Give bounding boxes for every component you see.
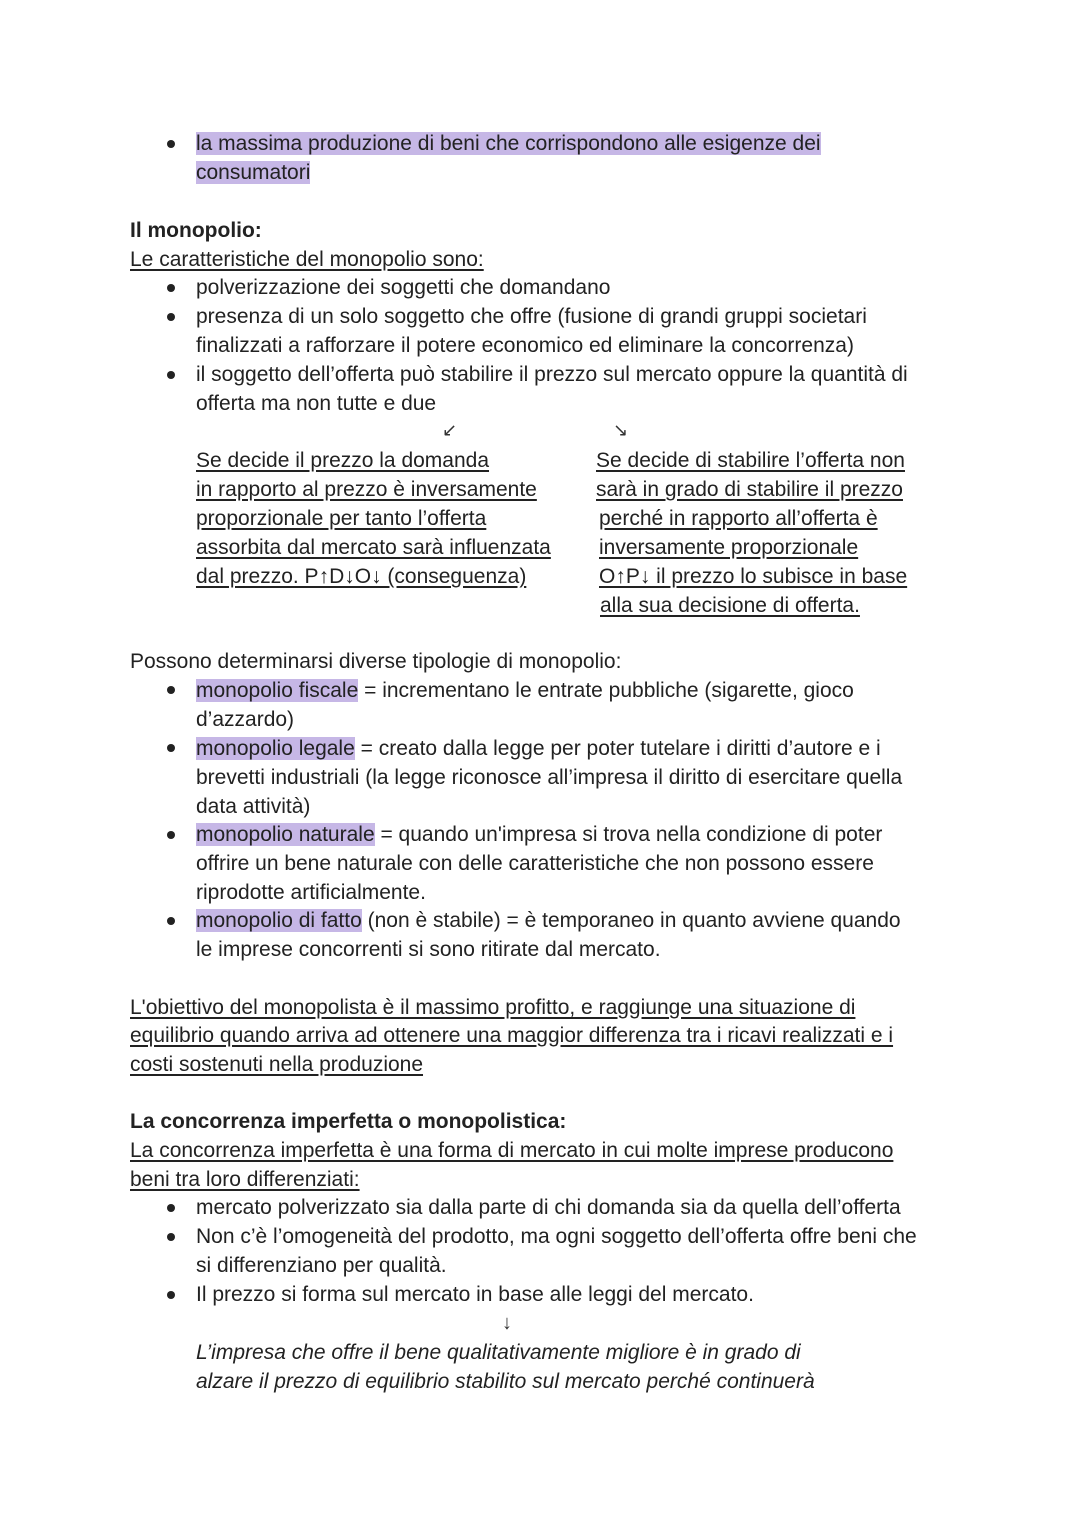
conclusion-line: alzare il prezzo di equilibrio stabilito sul mercato perché continuerà xyxy=(196,1370,815,1393)
paragraph-intro: Possono determinarsi diverse tipologie di monopolio: xyxy=(130,650,622,673)
list-item-continuation: d’azzardo) xyxy=(196,708,295,731)
right-column-line: alla sua decisione di offerta. xyxy=(600,594,860,617)
highlighted-text: la massima produzione di beni che corrispondono alle esigenze dei xyxy=(196,132,821,155)
definition-line: La concorrenza imperfetta è una forma di mercato in cui molte imprese producono xyxy=(130,1139,894,1162)
left-column-line: dal prezzo. P↑D↓O↓ (conseguenza) xyxy=(196,565,527,588)
section-heading-monopolio: Il monopolio: xyxy=(130,219,262,242)
list-item: finalizzati a rafforzare il potere economico ed eliminare la concorrenza) xyxy=(196,334,854,357)
list-item-continuation: brevetti industriali (la legge riconosce all’impresa il diritto di esercitare quella xyxy=(196,766,903,789)
list-item: presenza di un solo soggetto che offre (fusione di grandi gruppi societari xyxy=(196,305,867,328)
bullet-dot xyxy=(167,140,175,148)
arrow-down-right-icon: ↘ xyxy=(613,420,629,440)
left-column-line: proporzionale per tanto l’offerta xyxy=(196,507,487,530)
list-item-continuation: offrire un bene naturale con delle caratteristiche che non possono essere xyxy=(196,852,874,875)
right-column-line: sarà in grado di stabilire il prezzo xyxy=(596,478,903,501)
list-item: polverizzazione dei soggetti che domandano xyxy=(196,276,611,299)
list-item-continuation: data attività) xyxy=(196,795,311,818)
list-item: monopolio fiscale = incrementano le entrate pubbliche (sigarette, gioco xyxy=(196,679,854,702)
conclusion-line: L’impresa che offre il bene qualitativamente migliore è in grado di xyxy=(196,1341,801,1364)
bullet-dot xyxy=(167,1291,175,1299)
bullet-dot xyxy=(167,831,175,839)
arrow-down-left-icon: ↙ xyxy=(442,420,458,440)
section-subheading: Le caratteristiche del monopolio sono: xyxy=(130,248,484,271)
highlighted-term: monopolio legale xyxy=(196,737,355,760)
right-column-line: perché in rapporto all’offerta è xyxy=(599,507,878,530)
highlighted-term: monopolio naturale xyxy=(196,823,375,846)
paragraph-obiettivo: costi sostenuti nella produzione xyxy=(130,1053,424,1076)
highlighted-term: monopolio fiscale xyxy=(196,679,359,702)
bullet-dot xyxy=(167,917,175,925)
definition-line: beni tra loro differenziati: xyxy=(130,1168,360,1191)
list-item: monopolio di fatto (non è stabile) = è temporaneo in quanto avviene quando xyxy=(196,909,901,932)
bullet-dot xyxy=(167,686,175,694)
bullet-dot xyxy=(167,284,175,292)
right-column-line: Se decide di stabilire l’offerta non xyxy=(596,449,905,472)
left-column-line: Se decide il prezzo la domanda xyxy=(196,449,490,472)
list-item: offerta ma non tutte e due xyxy=(196,392,437,415)
bullet-dot xyxy=(167,371,175,379)
arrow-down-icon: ↓ xyxy=(502,1312,512,1334)
list-item: mercato polverizzato sia dalla parte di chi domanda sia da quella dell’offerta xyxy=(196,1196,901,1219)
bullet-dot xyxy=(167,1233,175,1241)
list-item: Il prezzo si forma sul mercato in base alle leggi del mercato. xyxy=(196,1283,754,1306)
bullet-dot xyxy=(167,313,175,321)
paragraph-obiettivo: L'obiettivo del monopolista è il massimo profitto, e raggiunge una situazione di xyxy=(130,996,856,1019)
bullet-dot xyxy=(167,744,175,752)
section-heading-concorrenza: La concorrenza imperfetta o monopolistica: xyxy=(130,1110,567,1133)
right-column-line: O↑P↓ il prezzo lo subisce in base xyxy=(599,565,908,588)
highlighted-text: consumatori xyxy=(196,161,311,184)
list-item-continuation: le imprese concorrenti si sono ritirate dal mercato. xyxy=(196,938,661,961)
list-item: il soggetto dell’offerta può stabilire il prezzo sul mercato oppure la quantità di xyxy=(196,363,908,386)
list-item: si differenziano per qualità. xyxy=(196,1254,447,1277)
highlighted-term: monopolio di fatto xyxy=(196,909,362,932)
list-item: Non c’è l’omogeneità del prodotto, ma ogni soggetto dell’offerta offre beni che xyxy=(196,1225,917,1248)
left-column-line: in rapporto al prezzo è inversamente xyxy=(196,478,537,501)
left-column-line: assorbita dal mercato sarà influenzata xyxy=(196,536,551,559)
list-item-continuation: riprodotte artificialmente. xyxy=(196,881,426,904)
bullet-dot xyxy=(167,1204,175,1212)
paragraph-obiettivo: equilibrio quando arriva ad ottenere una maggior differenza tra i ricavi realizzati e i xyxy=(130,1024,894,1047)
list-item: monopolio naturale = quando un'impresa si trova nella condizione di poter xyxy=(196,823,883,846)
right-column-line: inversamente proporzionale xyxy=(599,536,859,559)
list-item: monopolio legale = creato dalla legge per poter tutelare i diritti d’autore e i xyxy=(196,737,881,760)
